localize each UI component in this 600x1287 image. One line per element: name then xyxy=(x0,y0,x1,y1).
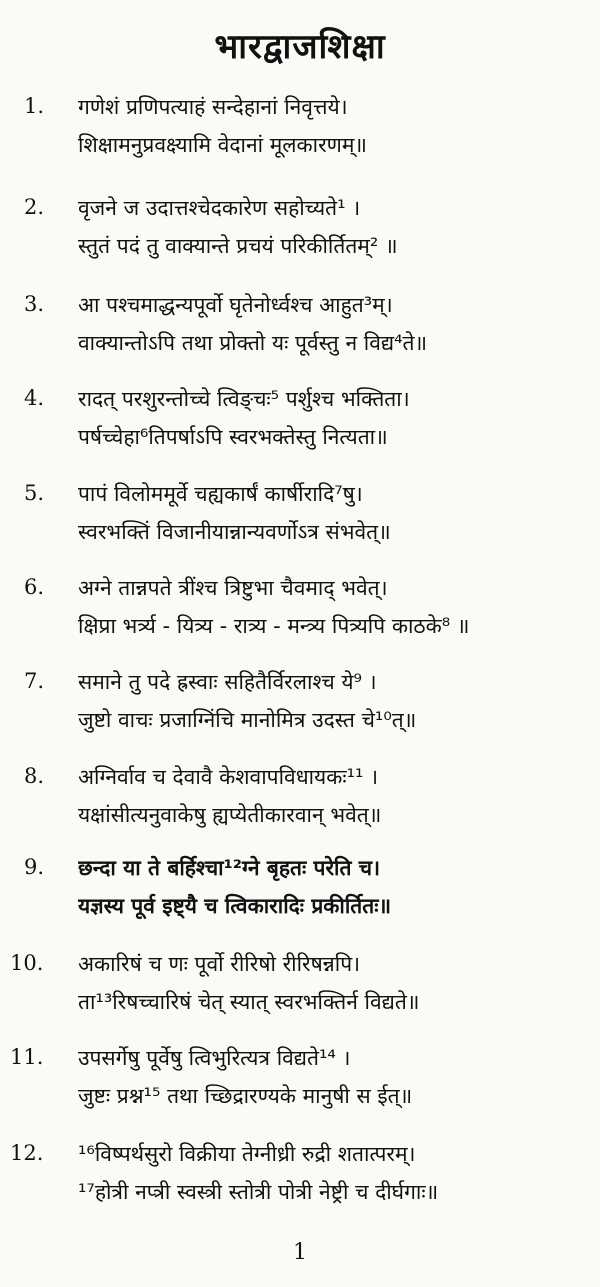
verse-7 xyxy=(0,667,600,747)
verse-8 xyxy=(0,762,600,842)
verse-number: 5. xyxy=(24,481,45,505)
verse-line-1: रादत् परशुरन्तोच्चे त्विङ्चः⁵ पर्शुश्च भक्तिता। xyxy=(78,387,410,411)
verse-number: 2. xyxy=(24,195,45,219)
verse-line-2: जुष्टो वाचः प्रजाग्निंचि मानोमित्र उदस्त चे¹⁰त्॥ xyxy=(78,708,417,732)
verse-line-1: अग्निर्वाव च देवावै केशवापविधायकः¹¹ । xyxy=(78,765,379,789)
verse-line-1: छन्दा या ते बर्हिश्चा¹²ग्ने बृहतः परेति च। xyxy=(78,856,381,880)
verse-number: 6. xyxy=(24,575,45,599)
verse-number: 7. xyxy=(24,669,45,693)
verse-5 xyxy=(0,479,600,559)
verse-number: 1. xyxy=(24,94,45,118)
verse-line-1: वृजने ज उदात्तश्चेदकारेण सहोच्यते¹ । xyxy=(78,196,361,220)
verse-line-2: यक्षांसीत्यनुवाकेषु ह्यप्येतीकारवान् भवेत्॥ xyxy=(78,803,382,827)
verse-line-2: शिक्षामनुप्रवक्ष्यामि वेदानां मूलकारणम्॥ xyxy=(78,133,367,157)
verse-line-2: स्तुतं पदं तु वाक्यान्ते प्रचयं परिकीर्तितम्² ॥ xyxy=(78,234,398,258)
verse-12 xyxy=(0,1139,600,1219)
verse-2 xyxy=(0,193,600,273)
verse-line-1: गणेशं प्रणिपत्याहं सन्देहानां निवृत्तये। xyxy=(78,95,348,119)
verse-line-2: यज्ञस्य पूर्व इष्ट्यै च त्विकारादिः प्रकीर्तितः॥ xyxy=(78,894,392,918)
verse-number: 4. xyxy=(24,386,45,410)
verse-line-1: अकारिषं च णः पूर्वो रीरिषो रीरिषन्नपि। xyxy=(78,952,361,976)
verse-line-2: जुष्टः प्रश्न¹⁵ तथा च्छिद्रारण्यके मानुषी स ईत्॥ xyxy=(78,1084,413,1108)
verse-3 xyxy=(0,290,600,370)
verse-line-1: समाने तु पदे ह्रस्वाः सहितैर्विरलाश्च ये⁹ । xyxy=(78,670,377,694)
verse-number: 9. xyxy=(24,855,45,879)
verse-line-2: ता¹³रिषच्चारिषं चेत् स्यात् स्वरभक्तिर्न विद्यते॥ xyxy=(78,990,420,1014)
verse-number: 8. xyxy=(24,764,45,788)
verse-number: 12. xyxy=(10,1141,44,1165)
verse-6 xyxy=(0,573,600,653)
verse-line-2: ¹⁷होत्री नप्त्री स्वस्त्री स्तोत्री पोत्री नेष्ट्री च दीर्घगाः॥ xyxy=(78,1180,439,1204)
verse-line-2: वाक्यान्तोऽपि तथा प्रोक्तो यः पूर्वस्तु न विद्य⁴ते॥ xyxy=(78,331,428,355)
verse-line-1: आ पश्चमाद्धन्यपूर्वो घृतेनोर्ध्वश्च आहुत³म्। xyxy=(78,293,393,317)
verse-line-2: क्षिप्रा भर्त्र्य - यित्र्य - रात्र्य - मन्त्र्य पित्र्यपि काठके⁸ ॥ xyxy=(78,614,470,638)
verse-line-1: पापं विलोममूर्वे चह्यकार्षं कार्षीरादि⁷षु। xyxy=(78,482,363,506)
verse-line-1: अग्ने तान्नपते त्रींश्च त्रिष्टुभा चैवमाद् भवेत्। xyxy=(78,576,388,600)
verse-number: 11. xyxy=(10,1045,44,1069)
verse-1 xyxy=(0,92,600,172)
verse-number: 10. xyxy=(10,951,44,975)
verse-9 xyxy=(0,853,600,933)
verse-line-1: उपसर्गेषु पूर्वेषु त्विभुरित्यत्र विद्यते¹⁴ । xyxy=(78,1046,351,1070)
verse-10 xyxy=(0,949,600,1029)
verse-4 xyxy=(0,384,600,464)
page-title: भारद्वाजशिक्षा xyxy=(214,27,386,67)
verse-line-2: स्वरभक्तिं विजानीयान्नान्यवर्णोऽत्र संभवेत्॥ xyxy=(78,520,391,544)
verse-line-1: ¹⁶विष्पर्थसुरो विक्रीया तेग्नीध्री रुद्री शतात्परम्। xyxy=(78,1142,416,1166)
page-number: 1 xyxy=(293,1240,307,1265)
verse-line-2: पर्षच्चेहा⁶तिपर्षाऽपि स्वरभक्तेस्तु नित्यता॥ xyxy=(78,425,388,449)
verse-11 xyxy=(0,1043,600,1123)
verse-number: 3. xyxy=(24,292,45,316)
